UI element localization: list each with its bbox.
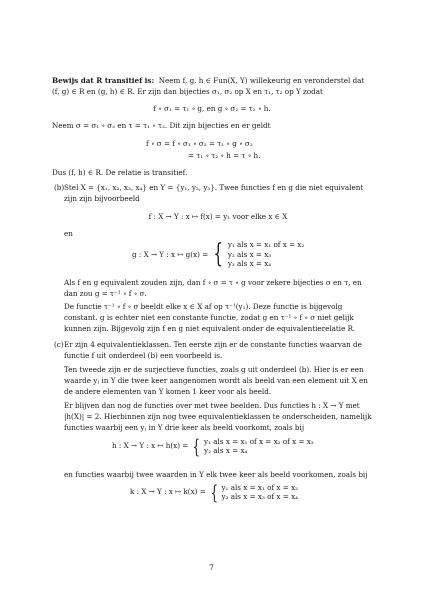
proof-text-1: Neem f, g, h ∈ Fun(X, Y) willekeurig en veronderstel dat: [158, 76, 365, 85]
proof-conclusion: Dus (f, h) ∈ R. De relatie is transitief.: [52, 168, 188, 177]
case-row: y₁ als x = x₁ of x = x₂ of x = x₃: [204, 436, 314, 446]
proof-heading: Bewijs dat R transitief is:: [52, 76, 155, 85]
left-brace-icon: {: [213, 239, 224, 270]
part-b-marker: (b): [54, 183, 65, 192]
case-row: y₃ als x = x₄: [227, 259, 272, 268]
equation-g: [132, 240, 304, 269]
equation-k: [130, 482, 298, 502]
part-c-marker: (c): [54, 340, 64, 349]
page-number: 7: [209, 563, 214, 572]
proof-equation-2b: = τ₁ ∘ τ₂ ∘ h = τ ∘ h.: [188, 151, 261, 160]
part-b-line-2: zijn zijn bijvoorbeeld: [64, 194, 140, 203]
part-c-line-6: Er blijven dan nog de functies over met twee beelden. Dus functies h : X → Y met: [64, 401, 360, 410]
equation-k-cases: [222, 483, 299, 502]
part-c-line-9: en functies waarbij twee waarden in Y elk twee keer als beeld voorkomen, zoals bij: [64, 470, 368, 479]
case-row: y₂ als x = x₃ of x = x₄: [221, 492, 299, 501]
equation-g-cases: [228, 240, 305, 269]
case-row: y₂ als x = x₄: [204, 446, 248, 455]
proof-line-3: Neem σ = σ₁ ∘ σ₂ en τ = τ₁ ∘ τ₂. Dit zijn bijecties en er geldt: [52, 121, 271, 130]
part-b-en: en: [64, 229, 73, 238]
equation-h: [112, 436, 314, 456]
part-c-line-3: Ten tweede zijn er de surjectieve functies, zoals g uit onderdeel (b). Hier is er een: [64, 365, 364, 374]
part-b-line-6: constant. g is echter niet een constante functie, zodat g en τ⁻¹ ∘ f ∘ σ niet gelijk: [64, 313, 354, 322]
case-row: y₁ als x = x₁ of x = x₂: [227, 240, 305, 249]
part-c-line-1: Er zijn 4 equivalentieklassen. Ten eerste zijn er de constante functies waarvan de: [64, 340, 362, 349]
case-row: y₂ als x = x₃: [227, 249, 272, 259]
left-brace-icon: {: [192, 434, 201, 458]
part-c-line-5: de andere elementen van Y komen 1 keer voor als beeld.: [64, 387, 272, 396]
proof-line-1: [52, 76, 372, 86]
proof-equation-1: f ∘ σ₁ = τ₁ ∘ g, en g ∘ σ₂ = τ₂ ∘ h.: [153, 104, 271, 113]
part-c-line-7: |h(X)| = 2. Hierbinnen zijn nog twee equivalentieklassen te onderscheiden, namelijk: [64, 412, 372, 421]
part-b-line-7: kunnen zijn. Bijgevolg zijn f en g niet equivalent onder de equivalentierelatie R.: [64, 324, 356, 333]
part-c-line-8: functies waarbij een yⱼ in Y drie keer als beeld voorkomt, zoals bij: [64, 423, 305, 432]
equation-g-lhs: g : X → Y : x ↦ g(x) =: [132, 249, 209, 259]
part-b-line-5: De functie τ⁻¹ ∘ f ∘ σ beeldt elke x ∈ X af op τ⁻¹(y₁). Deze functie is bijgevolg: [64, 302, 343, 311]
proof-line-2: (f, g) ∈ R en (g, h) ∈ R. Er zijn dan bijecties σ₁, σ₂ op X en τ₁, τ₂ op Y zodat: [52, 87, 323, 96]
equation-f: f : X → Y : x ↦ f(x) = y₁ voor elke x ∈ X: [148, 212, 288, 221]
part-c-line-2: functie f uit onderdeel (b) een voorbeeld is.: [64, 351, 223, 360]
equation-h-lhs: h : X → Y : x ↦ h(x) =: [112, 441, 189, 451]
equation-k-lhs: k : X → Y : x ↦ k(x) =: [130, 487, 206, 497]
part-b-line-1: Stel X = {x₁, x₂, x₃, x₄} en Y = {y₁, y₂, y₃}. Twee functies f en g die niet equivalent: [64, 183, 364, 192]
equation-h-cases: [204, 437, 314, 456]
part-c-line-4: waarde yⱼ in Y die twee keer aangenomen wordt als beeld van een element uit X en: [64, 376, 368, 385]
part-b-line-4: dan zou g = τ⁻¹ ∘ f ∘ σ.: [64, 289, 147, 298]
proof-equation-2a: f ∘ σ = f ∘ σ₁ ∘ σ₂ = τ₁ ∘ g ∘ σ₂: [146, 139, 253, 148]
case-row: y₁ als x = x₁ of x = x₂: [221, 482, 299, 492]
left-brace-icon: {: [210, 480, 218, 504]
part-b-line-3: Als f en g equivalent zouden zijn, dan f ∘ σ = τ ∘ g voor zekere bijecties σ en τ, en: [64, 278, 362, 287]
